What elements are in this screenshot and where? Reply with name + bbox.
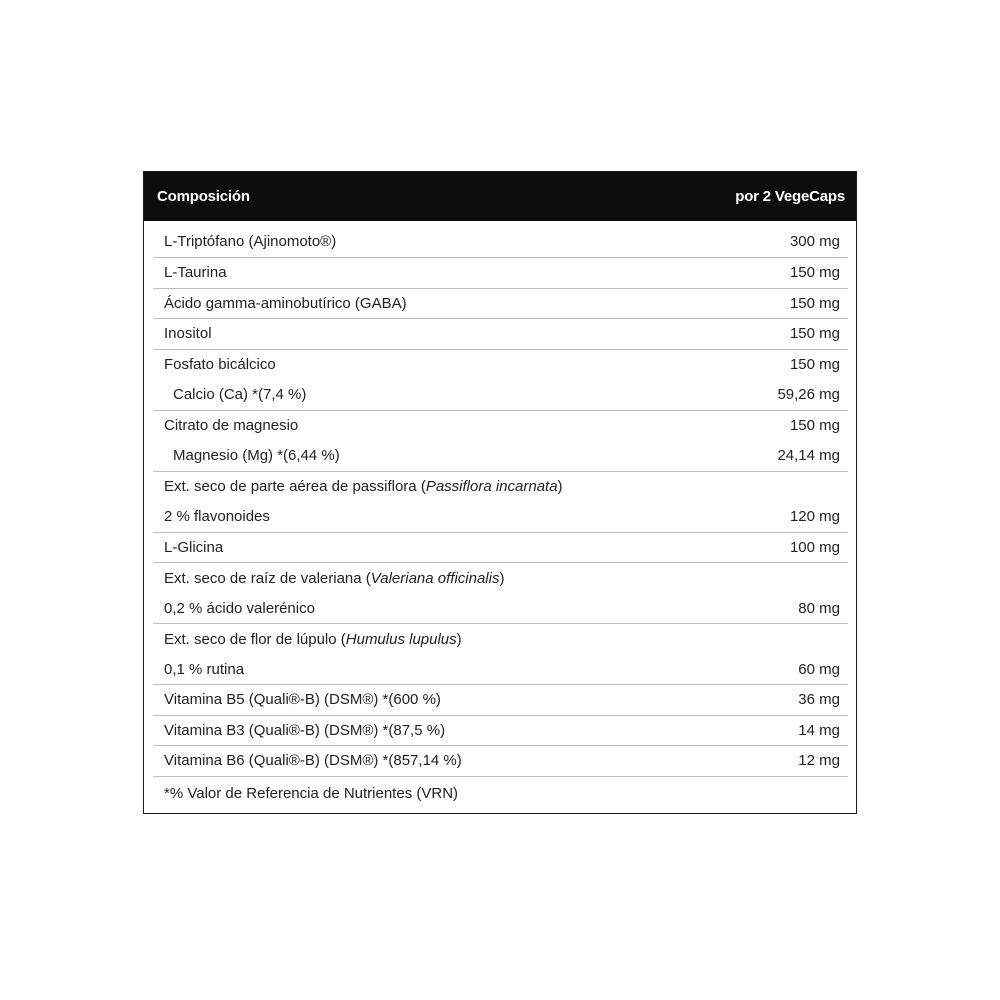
ingredient-name-suffix: ): [499, 569, 505, 587]
ingredient-name: L-Triptófano (Ajinomoto®): [164, 232, 337, 250]
ingredient-amount: 150 mg: [789, 264, 840, 282]
ingredient-name: 2 % flavonoides: [164, 508, 270, 526]
ingredient-name-prefix: Ext. seco de raíz de valeriana (: [164, 569, 371, 587]
ingredient-name: L-Glicina: [164, 538, 224, 556]
table-row: [153, 746, 848, 777]
ingredient-name: Vitamina B6 (Quali®-B) (DSM®) *(857,14 %): [164, 752, 462, 770]
ingredient-name: L-Taurina: [164, 264, 227, 282]
table-row: [153, 472, 848, 503]
table-row: [153, 502, 848, 533]
ingredient-name: Vitamina B3 (Quali®-B) (DSM®) *(87,5 %): [164, 721, 446, 739]
table-row: [153, 221, 848, 258]
ingredient-amount: 60 mg: [798, 660, 840, 678]
header-serving-label: por 2 VegeCaps: [735, 188, 845, 205]
ingredient-name: Magnesio (Mg) *(6,44 %): [173, 447, 340, 465]
header-composition-label: Composición: [157, 188, 250, 205]
ingredient-name: 0,1 % rutina: [164, 660, 245, 678]
ingredient-name: [164, 570, 504, 587]
footnote-row: [153, 777, 848, 811]
table-row: [153, 441, 848, 472]
ingredient-amount: 300 mg: [789, 232, 840, 250]
ingredient-amount: 24,14 mg: [777, 447, 840, 465]
ingredient-name-suffix: ): [456, 630, 462, 648]
ingredient-amount: 120 mg: [789, 508, 840, 526]
ingredient-amount: 80 mg: [798, 599, 840, 617]
table-row: [153, 533, 848, 564]
ingredient-name: 0,2 % ácido valerénico: [164, 599, 315, 617]
ingredient-amount: 150 mg: [789, 417, 840, 435]
table-row: [153, 350, 848, 381]
table-row: [153, 258, 848, 289]
ingredient-name-suffix: ): [557, 478, 563, 496]
ingredient-latin-name: Humulus lupulus: [345, 630, 457, 648]
table-body: [144, 221, 856, 811]
ingredient-amount: 14 mg: [798, 721, 840, 739]
ingredient-name: [164, 631, 462, 648]
composition-table: [143, 171, 857, 814]
ingredient-name: Calcio (Ca) *(7,4 %): [173, 386, 307, 404]
ingredient-name: Fosfato bicálcico: [164, 356, 276, 374]
table-row: [153, 289, 848, 320]
ingredient-amount: 12 mg: [798, 752, 840, 770]
ingredient-amount: 100 mg: [789, 538, 840, 556]
table-header: [144, 172, 856, 221]
ingredient-name: [164, 478, 563, 495]
ingredient-name: Vitamina B5 (Quali®-B) (DSM®) *(600 %): [164, 691, 441, 709]
ingredient-amount: 150 mg: [789, 356, 840, 374]
ingredient-name: Citrato de magnesio: [164, 417, 299, 435]
ingredient-amount: 59,26 mg: [777, 386, 840, 404]
ingredient-name: Ácido gamma-aminobutírico (GABA): [164, 294, 407, 312]
ingredient-name-prefix: Ext. seco de parte aérea de passiflora (: [164, 478, 426, 496]
table-row: [153, 319, 848, 350]
table-row: [153, 655, 848, 686]
footnote-text: *% Valor de Referencia de Nutrientes (VRN): [164, 785, 459, 802]
table-row: [153, 411, 848, 442]
ingredient-name: Inositol: [164, 325, 212, 343]
table-row: [153, 380, 848, 411]
ingredient-latin-name: Passiflora incarnata: [425, 478, 558, 496]
table-row: [153, 624, 848, 655]
ingredient-latin-name: Valeriana officinalis: [370, 569, 500, 587]
ingredient-name-prefix: Ext. seco de flor de lúpulo (: [164, 630, 346, 648]
table-row: [153, 594, 848, 625]
ingredient-amount: 150 mg: [789, 325, 840, 343]
table-row: [153, 563, 848, 594]
ingredient-amount: 150 mg: [789, 294, 840, 312]
table-row: [153, 716, 848, 747]
table-row: [153, 685, 848, 716]
ingredient-amount: 36 mg: [798, 691, 840, 709]
